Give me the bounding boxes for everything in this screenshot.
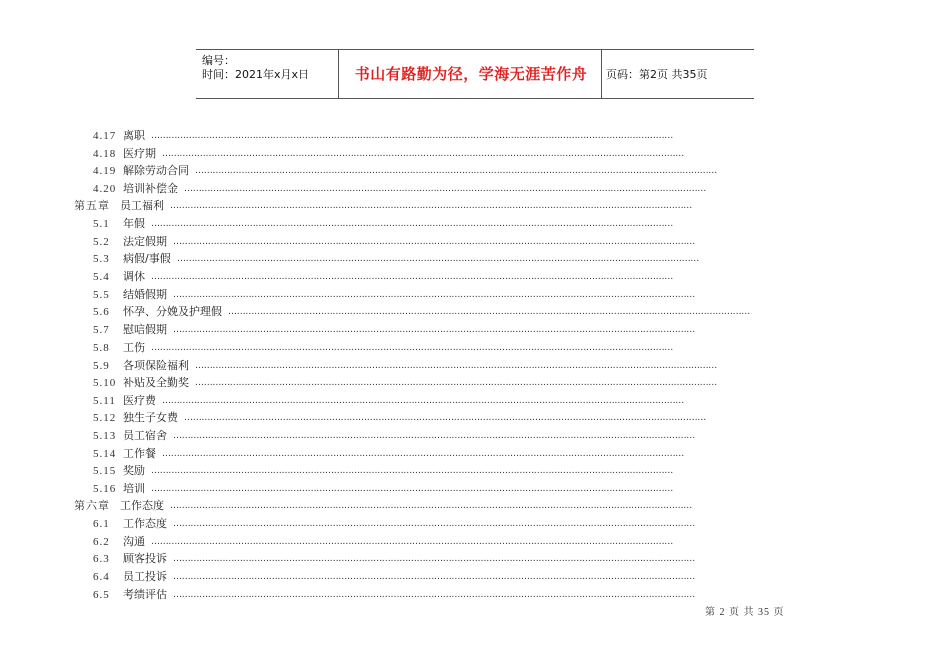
toc-leader-dots: ……………………………………………………………………………………………………………………………………………………………… (151, 343, 674, 353)
toc-title: 工作餐 (123, 447, 156, 460)
toc-chapter (74, 198, 693, 214)
toc-title: 独生子女费 (123, 411, 178, 424)
toc-entry (93, 304, 751, 320)
toc-entry (93, 146, 685, 162)
toc-leader-dots: ……………………………………………………………………………………………………………………………………………………………… (173, 290, 696, 300)
toc-title: 补贴及全勤奖 (123, 376, 189, 389)
toc-number: 5.9 (93, 360, 110, 372)
header-divider (338, 50, 339, 98)
toc-entry (93, 569, 696, 585)
toc-number: 5.3 (93, 253, 110, 265)
toc-title: 病假/事假 (123, 252, 171, 265)
toc-number: 4.20 (93, 183, 117, 195)
toc-number: 5.1 (93, 218, 110, 230)
toc-leader-dots: ……………………………………………………………………………………………………………………………………………………………… (173, 554, 696, 564)
toc-title: 员工投诉 (123, 570, 167, 583)
toc-entry (93, 216, 674, 232)
code-label: 编号： (202, 54, 235, 67)
toc-leader-dots: ……………………………………………………………………………………………………………………………………………………………… (173, 325, 696, 335)
toc-number: 第六章 (74, 500, 110, 512)
toc-number: 5.7 (93, 324, 110, 336)
toc-number: 4.19 (93, 165, 117, 177)
toc-leader-dots: ……………………………………………………………………………………………………………………………………………………………… (173, 572, 696, 582)
document-header (196, 49, 754, 99)
toc-entry (93, 269, 674, 285)
toc-title: 培训补偿金 (123, 182, 178, 195)
toc-number: 5.4 (93, 271, 110, 283)
toc-title: 各项保险福利 (123, 359, 189, 372)
toc-leader-dots: ……………………………………………………………………………………………………………………………………………………………… (177, 254, 700, 264)
toc-number: 5.5 (93, 289, 110, 301)
toc-number: 6.5 (93, 589, 110, 601)
toc-leader-dots: ……………………………………………………………………………………………………………………………………………………………… (195, 361, 718, 371)
toc-title: 奖励 (123, 464, 145, 477)
toc-entry (93, 234, 696, 250)
toc-title: 结婚假期 (123, 288, 167, 301)
toc-title: 医疗期 (123, 147, 156, 160)
toc-number: 4.17 (93, 130, 117, 142)
toc-entry (93, 587, 696, 603)
toc-leader-dots: ……………………………………………………………………………………………………………………………………………………………… (195, 166, 718, 176)
toc-number: 第五章 (74, 200, 110, 212)
toc-leader-dots: ……………………………………………………………………………………………………………………………………………………………… (151, 272, 674, 282)
toc-title: 慰唁假期 (123, 323, 167, 336)
toc-leader-dots: ……………………………………………………………………………………………………………………………………………………………… (184, 184, 707, 194)
toc-leader-dots: ……………………………………………………………………………………………………………………………………………………………… (195, 378, 718, 388)
toc-leader-dots: ……………………………………………………………………………………………………………………………………………………………… (162, 449, 685, 459)
toc-number: 6.3 (93, 553, 110, 565)
toc-number: 5.15 (93, 465, 117, 477)
toc-leader-dots: ……………………………………………………………………………………………………………………………………………………………… (162, 396, 685, 406)
toc-leader-dots: ……………………………………………………………………………………………………………………………………………………………… (173, 237, 696, 247)
toc-chapter (74, 498, 693, 514)
toc-number: 6.1 (93, 518, 110, 530)
toc-leader-dots: ……………………………………………………………………………………………………………………………………………………………… (184, 413, 707, 423)
toc-title: 员工宿舍 (123, 429, 167, 442)
toc-leader-dots: ……………………………………………………………………………………………………………………………………………………………… (173, 590, 696, 600)
toc-number: 5.10 (93, 377, 117, 389)
toc-number: 6.2 (93, 536, 110, 548)
toc-title: 培训 (123, 482, 145, 495)
toc-entry (93, 393, 685, 409)
toc-number: 5.11 (93, 395, 116, 407)
toc-entry (93, 251, 700, 267)
toc-title: 工作态度 (120, 499, 164, 512)
toc-entry (93, 375, 718, 391)
toc-number: 5.8 (93, 342, 110, 354)
toc-title: 医疗费 (123, 394, 156, 407)
toc-entry (93, 340, 674, 356)
toc-title: 年假 (123, 217, 145, 230)
toc-entry (93, 322, 696, 338)
toc-title: 员工福利 (120, 199, 164, 212)
toc-title: 法定假期 (123, 235, 167, 248)
toc-leader-dots: ……………………………………………………………………………………………………………………………………………………………… (151, 219, 674, 229)
page-footer: 第 2 页 共 35 页 (705, 607, 785, 618)
toc-title: 考绩评估 (123, 588, 167, 601)
toc-leader-dots: ……………………………………………………………………………………………………………………………………………………………… (151, 484, 674, 494)
toc-entry (93, 181, 707, 197)
toc-title: 顾客投诉 (123, 552, 167, 565)
toc-number: 5.13 (93, 430, 117, 442)
toc-title: 解除劳动合同 (123, 164, 189, 177)
toc-entry (93, 163, 718, 179)
toc-leader-dots: ……………………………………………………………………………………………………………………………………………………………… (151, 131, 674, 141)
toc-number: 6.4 (93, 571, 110, 583)
toc-leader-dots: ……………………………………………………………………………………………………………………………………………………………… (170, 201, 693, 211)
toc-leader-dots: ……………………………………………………………………………………………………………………………………………………………… (173, 431, 696, 441)
toc-title: 工作态度 (123, 517, 167, 530)
toc-leader-dots: ……………………………………………………………………………………………………………………………………………………………… (170, 501, 693, 511)
toc-entry (93, 128, 674, 144)
toc-entry (93, 358, 718, 374)
toc-leader-dots: ……………………………………………………………………………………………………………………………………………………………… (151, 466, 674, 476)
toc-leader-dots: ……………………………………………………………………………………………………………………………………………………………… (173, 519, 696, 529)
toc-number: 5.2 (93, 236, 110, 248)
time-label: 时间：2021年x月x日 (202, 68, 310, 81)
header-divider (601, 50, 602, 98)
toc-title: 离职 (123, 129, 145, 142)
toc-entry (93, 428, 696, 444)
toc-leader-dots: ……………………………………………………………………………………………………………………………………………………………… (151, 537, 674, 547)
toc-entry (93, 481, 674, 497)
toc-entry (93, 410, 707, 426)
toc-number: 4.18 (93, 148, 117, 160)
toc-entry (93, 551, 696, 567)
header-page-info: 页码：第2页 共35页 (606, 68, 708, 81)
toc-entry (93, 446, 685, 462)
toc-entry (93, 463, 674, 479)
toc-entry (93, 516, 696, 532)
toc-leader-dots: ……………………………………………………………………………………………………………………………………………………………… (162, 149, 685, 159)
toc-entry (93, 534, 674, 550)
toc-title: 工伤 (123, 341, 145, 354)
header-motto: 书山有路勤为径，学海无涯苦作舟 (354, 65, 588, 83)
toc-leader-dots: ……………………………………………………………………………………………………………………………………………………………… (228, 307, 751, 317)
toc-entry (93, 287, 696, 303)
toc-title: 怀孕、分娩及护理假 (123, 305, 222, 318)
header-meta (202, 54, 309, 82)
toc-number: 5.14 (93, 448, 117, 460)
toc-title: 调休 (123, 270, 145, 283)
toc-title: 沟通 (123, 535, 145, 548)
toc-number: 5.6 (93, 306, 110, 318)
toc-number: 5.16 (93, 483, 117, 495)
toc-number: 5.12 (93, 412, 117, 424)
